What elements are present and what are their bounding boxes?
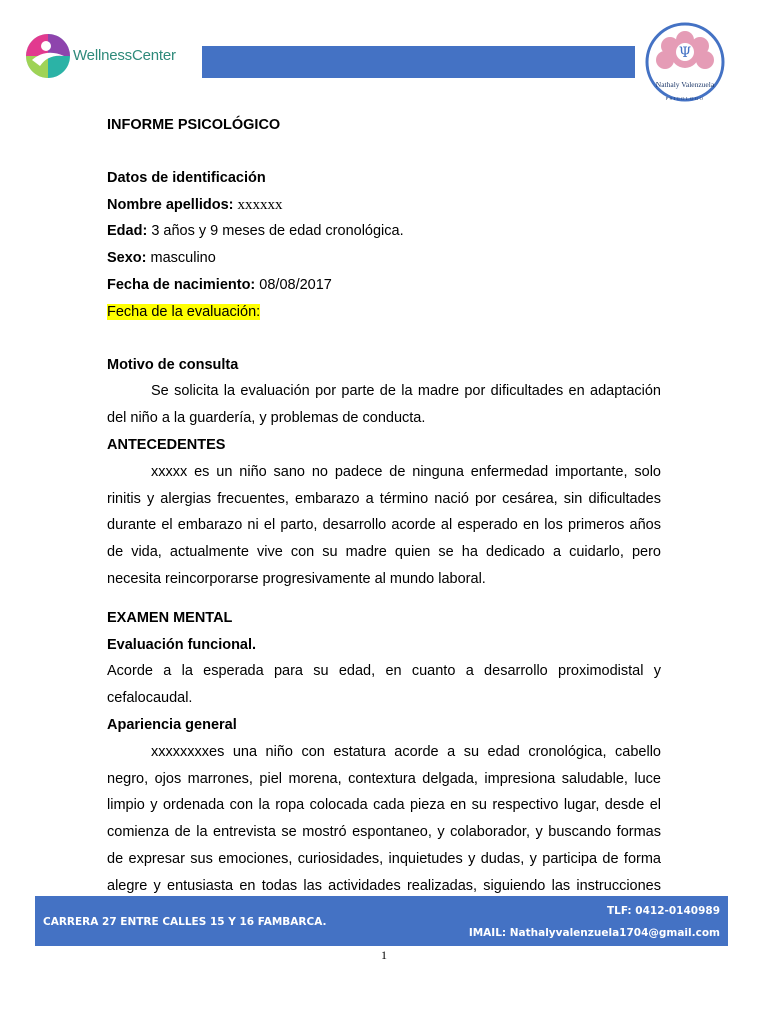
reason-heading: Motivo de consulta	[107, 356, 239, 373]
svg-text:Ψ: Ψ	[678, 45, 692, 61]
sex-value: masculino	[150, 250, 216, 267]
identification-heading: Datos de identificación	[107, 169, 266, 186]
wellness-center-logo	[24, 30, 184, 84]
brand-name: WellnessCenter	[73, 47, 176, 64]
age-value: 3 años y 9 meses de edad cronológica.	[151, 223, 404, 240]
background-text: xxxxx es un niño sano no padece de ninguna enfermedad importante, solo rinitis y alergias frecuentes, embarazo a término nació por cesárea, sin dificultades durante el embarazo ni el parto, desarrollo acorde al esperado en los primeros años de vida, actualmente vive con su madre quien se ha dedicado a cuidarlo, pero necesita reincorporarse progresivamente al mundo laboral.	[107, 463, 661, 587]
psychologist-name: Nathaly Valenzuela	[655, 80, 715, 89]
mental-exam-heading: EXAMEN MENTAL	[107, 609, 233, 626]
footer-email: IMAIL: Nathalyvalenzuela1704@gmail.com	[468, 927, 720, 939]
name-value: xxxxxx	[237, 196, 283, 213]
name-label: Nombre apellidos:	[107, 196, 234, 213]
psychologist-seal	[645, 22, 725, 108]
reason-text: Se solicita la evaluación por parte de la madre por dificultades en adaptación del niño a la guardería, y problemas de conducta.	[107, 383, 661, 427]
evaluation-date-label: Fecha de la evaluación:	[107, 303, 261, 320]
psychologist-role: PSICOLOGO	[665, 96, 705, 101]
background-heading: ANTECEDENTES	[107, 436, 226, 453]
birth-value: 08/08/2017	[259, 276, 332, 293]
birth-line	[107, 272, 661, 299]
functional-text: Acorde a la esperada para su edad, en cuanto a desarrollo proximodistal y cefalocaudal.	[107, 663, 661, 707]
evaluation-date-line	[107, 299, 661, 326]
functional-heading: Evaluación funcional.	[107, 636, 257, 653]
sex-line	[107, 245, 661, 272]
report-title: INFORME PSICOLÓGICO	[107, 117, 281, 133]
appearance-text: xxxxxxxxes una niño con estatura acorde a su edad cronológica, cabello negro, ojos marrones, piel morena, contextura delgada, impresiona saludable, luce limpio y ordenada con la ropa colocada cada pieza en su respectivo lugar, desde el comienza de la entrevista se mostró espontaneo, y colaborador, y buscando formas de expresar sus emociones, curiosidades, inquietudes y dudas, y participa de forma alegre y entusiasta en todas las actividades realizadas, siguiendo las instrucciones	[107, 743, 661, 894]
wellness-center-logo-icon	[24, 30, 72, 82]
age-label: Edad:	[107, 223, 148, 240]
report-body	[107, 112, 661, 900]
footer-bar	[35, 896, 728, 946]
footer-phone: TLF: 0412-0140989	[606, 905, 720, 917]
page-number: 1	[381, 948, 387, 962]
birth-label: Fecha de nacimiento:	[107, 276, 256, 293]
appearance-heading: Apariencia general	[107, 716, 237, 733]
header-bar	[202, 46, 635, 78]
footer-address: CARRERA 27 ENTRE CALLES 15 Y 16 FAMBARCA.	[43, 916, 327, 928]
sex-label: Sexo:	[107, 250, 147, 267]
age-line	[107, 218, 661, 245]
name-line	[107, 192, 661, 219]
